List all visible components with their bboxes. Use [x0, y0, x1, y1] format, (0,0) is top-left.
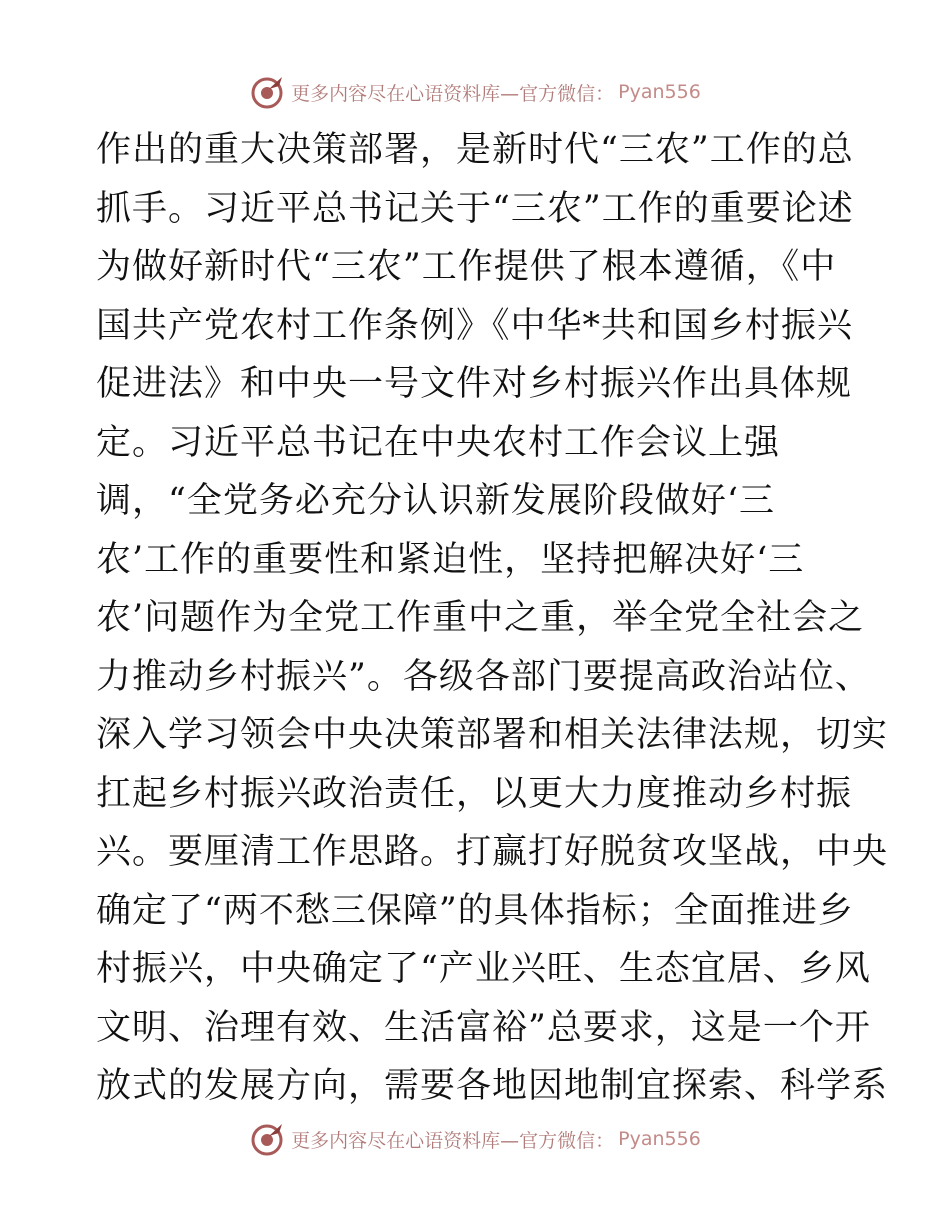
text-line: 确定了“两不愁三保障”的具体指标；全面推进乡: [96, 890, 854, 931]
text-line: 为做好新时代“三农”工作提供了根本遵循，《中: [96, 247, 837, 287]
quill-circle-logo-icon: [249, 1121, 285, 1157]
text-line: 作出的重大决策部署，是新时代“三农”工作的总: [96, 130, 854, 170]
document-body: [96, 121, 889, 1116]
text-line: 促进法》和中央一号文件对乡村振兴作出具体规: [96, 364, 853, 404]
text-line: 深入学习领会中央决策部署和相关法律法规，切实: [96, 715, 889, 755]
text-line: 农’工作的重要性和紧迫性，坚持把解决好‘三: [96, 539, 805, 580]
text-line: 村振兴，中央确定了“产业兴旺、生态宜居、乡风: [96, 949, 871, 989]
text-line: 放式的发展方向，需要各地因地制宜探索、科学系: [96, 1066, 889, 1106]
header-watermark: [0, 72, 950, 112]
text-line: 国共产党农村工作条例》《中华*共和国乡村振兴: [96, 305, 854, 346]
text-line: 兴。要厘清工作思路。打赢打好脱贫攻坚战，中央: [96, 832, 889, 872]
watermark-handle: Pyan556: [618, 81, 701, 103]
text-line: 定。习近平总书记在中央农村工作会议上强: [96, 422, 781, 463]
text-line: 抓手。习近平总书记关于“三农”工作的重要论述: [96, 188, 854, 229]
text-line: 文明、治理有效、生活富裕”总要求，这是一个开: [96, 1007, 871, 1048]
watermark-handle: Pyan556: [618, 1128, 701, 1150]
text-line: 力推动乡村振兴”。各级各部门要提高政治站位、: [96, 656, 871, 697]
text-line: 调，“全党务必充分认识新发展阶段做好‘三: [96, 481, 776, 521]
watermark-text: 更多内容尽在心语资料库—官方微信：: [291, 82, 615, 105]
text-line: 农’问题作为全党工作重中之重，举全党全社会之: [96, 598, 865, 638]
watermark-text: 更多内容尽在心语资料库—官方微信：: [291, 1129, 615, 1152]
text-line: 扛起乡村振兴政治责任，以更大力度推动乡村振: [96, 773, 853, 814]
footer-watermark: [0, 1119, 950, 1159]
quill-circle-logo-icon: [249, 74, 285, 110]
